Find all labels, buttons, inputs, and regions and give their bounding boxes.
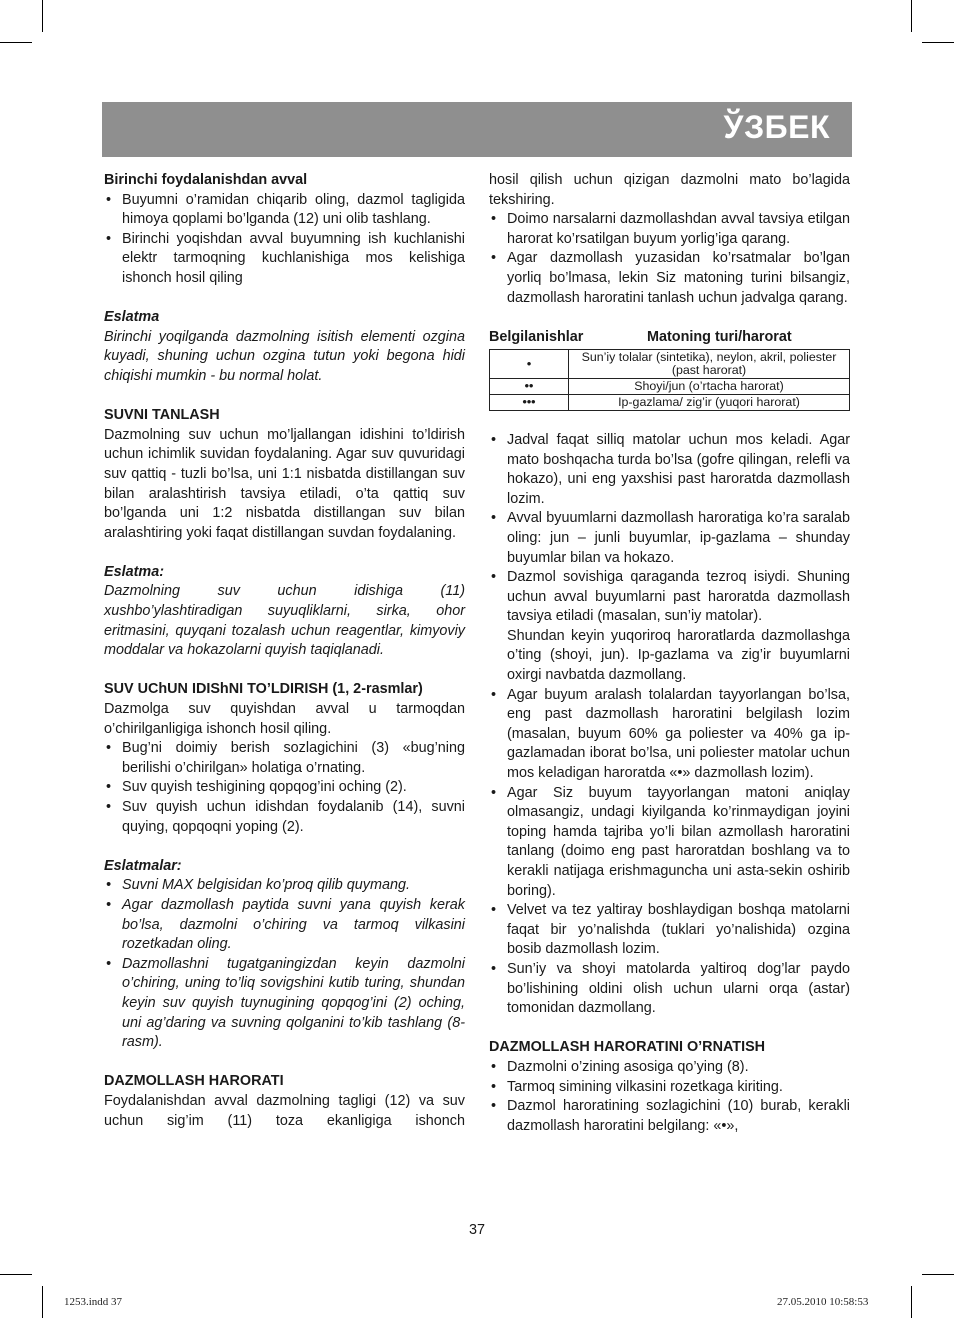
list-item: • Dazmollashni tugatganingizdan keyin dazmolni o’chiring, uning to’liq sovigshini kutib turing, shundan keyin suv quyish tuynugining qopqog’ini (2) oching, uni ag’daring va suvning qolganini to’kib tashlang (8-rasm). xyxy=(104,955,465,1053)
list-item: • Birinchi yoqishdan avval buyumning ish kuchlanishi elektr tarmoqning kuchlanishiga mos kelishiga ishonch hosil qiling xyxy=(104,230,465,289)
table-header xyxy=(489,328,850,348)
crop-mark xyxy=(922,42,954,43)
table-row xyxy=(490,395,850,411)
list-item: • Dazmol haroratining sozlagichini (10) burab, kerakli dazmollash haroratini belgilang: «•», xyxy=(489,1097,850,1136)
table-cell-symbol: •• xyxy=(490,379,569,395)
list-item: • Buyumni o’ramidan chiqarib oling, dazmol tagligida himoya qoplami bo’lganda (12) uni olib tashlang. xyxy=(104,191,465,230)
list-item: • Tarmoq simining vilkasini rozetkaga kiriting. xyxy=(489,1078,850,1098)
crop-mark xyxy=(42,0,43,32)
crop-mark xyxy=(922,1274,954,1275)
bullet-list xyxy=(104,191,465,289)
list-item: • Agar dazmollash yuzasidan ko’rsatmalar bo’lgan yorliq bo’lmasa, lekin Siz matoning turini bilsangiz, dazmollash haroratini tanlash uchun jadvalga qarang. xyxy=(489,249,850,308)
table-column-header: Belgilanishlar xyxy=(489,328,584,345)
paragraph: Dazmolga suv quyishdan avval u tarmoqdan o’chirilganligiga ishonch hosil qiling. xyxy=(104,701,465,737)
table-cell: Sun’iy tolalar (sintetika), neylon, akril, poliester (past harorat) xyxy=(569,350,850,379)
table-column-header: Matoning turi/harorat xyxy=(647,328,792,345)
crop-mark xyxy=(911,0,912,32)
language-title: ЎЗБЕК xyxy=(723,109,830,145)
table-cell-symbol: ••• xyxy=(490,395,569,411)
list-item: • Suv quyish uchun idishdan foydalanib (14), suvni quying, qopqoqni yoping (2). xyxy=(104,798,465,837)
page-number: 37 xyxy=(468,1222,485,1238)
list-item: • Dazmolni o’zining asosiga qo’ying (8). xyxy=(489,1058,850,1078)
note-text: Birinchi yoqilganda dazmolning isitish elementi ozgina kuyadi, shuning uchun ozgina tutun yoki begona hidi chiqishi mumkin - bu normal holat. xyxy=(104,328,465,384)
list-item: • Suv quyish teshigining qopqog’ini oching (2). xyxy=(104,778,465,798)
slug-timestamp: 27.05.2010 10:58:53 xyxy=(777,1296,869,1308)
list-item: • Dazmol sovishiga qaraganda tezroq isiydi. Shuning uchun avval buyumlarni past haroratda dazmollash tavsiya etiladi (masalan, sun’iy matolar). xyxy=(489,568,850,627)
paragraph: hosil qilish uchun qizigan dazmolni mato bo’lagida tekshiring. xyxy=(489,172,850,208)
left-column xyxy=(104,171,465,1131)
list-item: • Agar Siz buyum tayyorlangan matoni aniqlay olmasangiz, undagi kiyilganda ko’rinmaydigan joyini toping hamda tajriba yo’li bilan azmollash haroratini tanlang (doimo eng past haroratdan boshlang va to kerakli natijaga erishmaguncha uni asta-sekin oshirib boring). xyxy=(489,784,850,902)
bullet-list xyxy=(489,210,850,308)
section-heading: SUV UChUN IDIShNI TO’LDIRISH (1, 2-rasmlar) xyxy=(104,681,423,698)
paragraph: Foydalanishdan avval dazmolning tagligi (12) va suv uchun sig’im (11) toza ekanligiga ishonch xyxy=(104,1092,465,1129)
bullet-list xyxy=(104,739,465,837)
bullet-list xyxy=(489,431,850,627)
list-item: • Avval byuumlarni dazmollash haroratiga ko’ra saralab oling: jun – junli buyumlar, ip-gazlama – shunday buyumlar bilan va hokazo. xyxy=(489,509,850,568)
table-cell-symbol: • xyxy=(490,350,569,379)
list-item: • Jadval faqat silliq matolar uchun mos keladi. Agar mato boshqacha turda bo’lsa (gofre qilingan, relefli va hokazo), uni eng yaxshisi past haroratda dazmollash lozim. xyxy=(489,431,850,509)
paragraph: Dazmolning suv uchun mo’ljallangan idishini to’ldirish uchun ichimlik suvidan foydalaning. Agar suv quvuridagi suv qattiq - tuzli bo’lsa, uni 1:1 nisbatda distillangan suv bilan aralashtirish tavsiya etiladi, o’ta qattiq suv bo’lganda uni 1:2 nisbatda distillangan suv bilan aralashtiring yoki faqat distillangan suvdan foydalaning. xyxy=(104,426,465,541)
section-heading: Birinchi foydalanishdan avval xyxy=(104,172,308,188)
crop-mark xyxy=(42,1286,43,1318)
list-item: • Suvni MAX belgisidan ko’proq qilib quymang. xyxy=(104,876,465,896)
list-item: • Bug’ni doimiy berish sozlagichini (3) «bug’ning berilishi o’chirilgan» holatiga o’rnating. xyxy=(104,739,465,778)
section-heading: SUVNI TANLASH xyxy=(104,407,220,424)
temperature-table xyxy=(489,349,850,411)
bullet-list xyxy=(489,686,850,1019)
table-row xyxy=(490,379,850,395)
list-item: • Sun’iy va shoyi matolarda yaltiroq dog’lar paydo bo’lishining oldini olish uchun ularni orqa (astar) tomonidan dazmollang. xyxy=(489,960,850,1019)
note-text: Dazmolning suv uchun idishiga (11) xushbo’ylashtiradigan suyuqliklarni, sirka, ohor eritmasini, quyqani tozalash uchun reagentlar, kimyoviy moddalar va hokazolarni quyish taqiqlanadi. xyxy=(104,583,465,659)
note-heading: Eslatma xyxy=(104,309,160,326)
list-item: • Velvet va tez yaltiray boshlaydigan boshqa matolarni faqat bir yo’nalishda (tuklari yo’nalishida) ozgina bosib dazmollash lozim. xyxy=(489,901,850,960)
slug-filename: 1253.indd 37 xyxy=(64,1296,123,1308)
table-cell: Shoyi/jun (o’rtacha harorat) xyxy=(569,379,850,395)
paragraph: Shundan keyin yuqoriroq haroratlarda dazmollashga o’ting (shoyi, jun). Ip-gazlama va zig’ir buyumlarni oxirgi navbatda dazmollang. xyxy=(507,627,850,684)
table-cell: Ip-gazlama/ zig’ir (yuqori harorat) xyxy=(569,395,850,411)
language-banner xyxy=(102,102,852,157)
bullet-list xyxy=(489,1058,850,1136)
note-heading: Eslatmalar: xyxy=(104,857,182,874)
list-item: • Doimo narsalarni dazmollashdan avval tavsiya etilgan harorat ko’rsatilgan buyum yorlig’iga qarang. xyxy=(489,210,850,249)
right-column xyxy=(489,171,850,1136)
crop-mark xyxy=(0,1274,32,1275)
section-heading: DAZMOLLASH HARORATINI O’RNATISH xyxy=(489,1039,766,1056)
list-item: • Agar buyum aralash tolalardan tayyorlangan bo’lsa, eng past dazmollash haroratini belgilash lozim (masalan, buyum 60% ga poliester va 40% ga ip-gazlamadan iborat bo’lsa, uni poliester matolar uchun mos keladigan haroratda «•» dazmollash lozim). xyxy=(489,686,850,784)
section-heading: DAZMOLLASH HARORATI xyxy=(104,1073,284,1090)
bullet-list xyxy=(104,876,465,1052)
crop-mark xyxy=(911,1286,912,1318)
crop-mark xyxy=(0,42,32,43)
note-heading: Eslatma: xyxy=(104,563,164,580)
table-row xyxy=(490,350,850,379)
list-item: • Agar dazmollash paytida suvni yana quyish kerak bo’lsa, dazmolni o’chiring va tarmoq vilkasini rozetkadan oling. xyxy=(104,896,465,955)
